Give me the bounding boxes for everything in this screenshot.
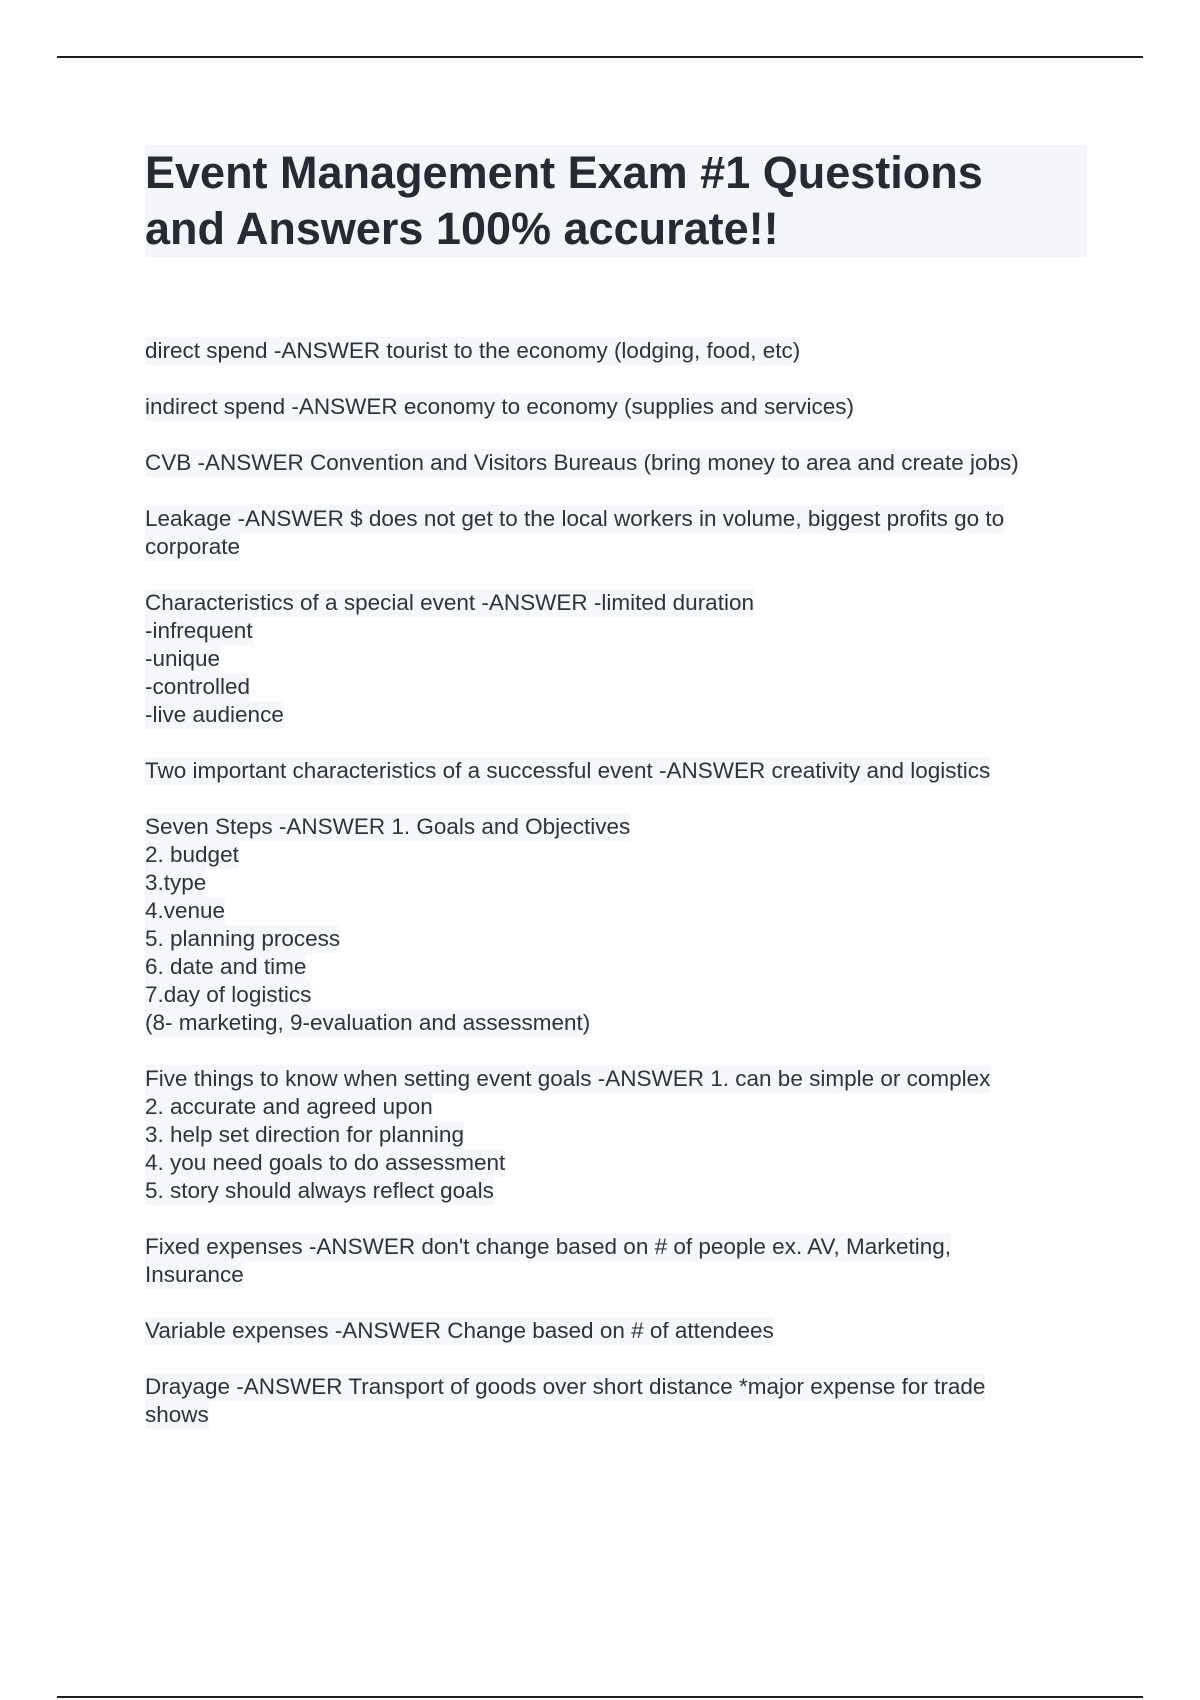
qa-answer-line: -controlled — [145, 674, 251, 699]
qa-question-line: Characteristics of a special event -ANSWER -limited duration — [145, 590, 754, 615]
page-title — [145, 145, 1087, 257]
qa-answer-line: 7.day of logistics — [145, 982, 312, 1007]
qa-entry — [145, 1233, 1105, 1289]
qa-entry — [145, 393, 1105, 421]
qa-entry — [145, 337, 1105, 365]
qa-entry — [145, 1373, 1105, 1429]
qa-entry — [145, 813, 1105, 1037]
qa-answer-line: -infrequent — [145, 618, 253, 643]
qa-answer-line: -live audience — [145, 702, 284, 727]
qa-entry — [145, 1065, 1105, 1205]
qa-entry — [145, 449, 1105, 477]
qa-answer-line: 3.type — [145, 870, 207, 895]
qa-question-line: Five things to know when setting event goals -ANSWER 1. can be simple or complex — [145, 1066, 991, 1091]
qa-question-line: Seven Steps -ANSWER 1. Goals and Objectives — [145, 814, 631, 839]
header-divider — [57, 56, 1143, 58]
qa-answer-line: 5. story should always reflect goals — [145, 1178, 494, 1203]
title-line: and Answers 100% accurate!! — [145, 203, 779, 254]
title-line: Event Management Exam #1 Questions — [145, 147, 983, 198]
qa-answer-line: 6. date and time — [145, 954, 307, 979]
qa-answer-line: 3. help set direction for planning — [145, 1122, 464, 1147]
qa-entry — [145, 505, 1105, 561]
qa-question-line: CVB -ANSWER Convention and Visitors Bureaus (bring money to area and create jobs) — [145, 450, 1019, 475]
qa-answer-line: 4. you need goals to do assessment — [145, 1150, 506, 1175]
qa-entry — [145, 1317, 1105, 1345]
qa-question-line: Leakage -ANSWER $ does not get to the local workers in volume, biggest profits go to — [145, 506, 1005, 531]
qa-list — [145, 337, 1105, 1457]
qa-answer-line: 4.venue — [145, 898, 226, 923]
qa-question-line: Fixed expenses -ANSWER don't change based on # of people ex. AV, Marketing, — [145, 1234, 952, 1259]
qa-entry — [145, 757, 1105, 785]
title-block — [145, 145, 1087, 257]
qa-question-line: indirect spend -ANSWER economy to economy (supplies and services) — [145, 394, 855, 419]
qa-entry — [145, 589, 1105, 729]
qa-answer-line: shows — [145, 1402, 209, 1427]
qa-question-line: Two important characteristics of a successful event -ANSWER creativity and logistics — [145, 758, 991, 783]
qa-answer-line: corporate — [145, 534, 241, 559]
qa-answer-line: 2. budget — [145, 842, 239, 867]
qa-answer-line: 2. accurate and agreed upon — [145, 1094, 433, 1119]
qa-answer-line: -unique — [145, 646, 221, 671]
qa-answer-line: (8- marketing, 9-evaluation and assessment) — [145, 1010, 591, 1035]
qa-answer-line: 5. planning process — [145, 926, 341, 951]
footer-divider — [57, 1696, 1143, 1698]
qa-question-line: direct spend -ANSWER tourist to the economy (lodging, food, etc) — [145, 338, 801, 363]
qa-question-line: Variable expenses -ANSWER Change based on # of attendees — [145, 1318, 774, 1343]
qa-question-line: Drayage -ANSWER Transport of goods over short distance *major expense for trade — [145, 1374, 986, 1399]
qa-answer-line: Insurance — [145, 1262, 244, 1287]
